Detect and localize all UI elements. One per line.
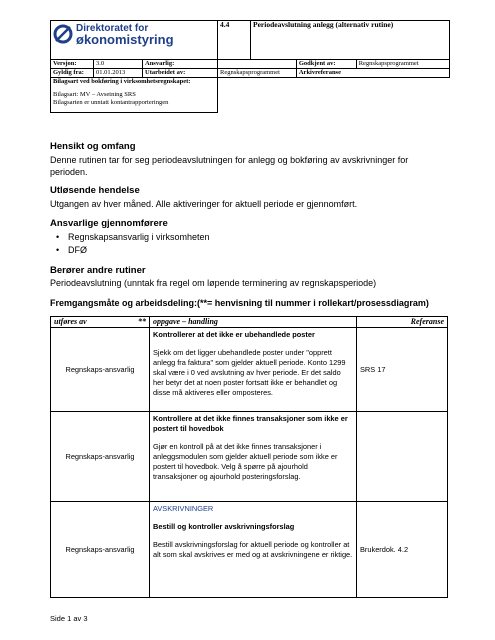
row-task-text: Bestill avskrivningsforslag for aktuell periode og kontroller at alt som skal avskrives er med og at avskrivningene er riktige. [153,540,353,559]
berorer-text: Periodeavslutning (unntak fra regel om løpende terminering av regnskapsperiode) [50,278,377,288]
ansvarlige-item-2: • DFØ [68,245,87,255]
procedure-table-header [51,317,448,328]
hensikt-heading: Hensikt og omfang [50,141,136,152]
utarbeidet-value: Regnskapsprogrammet [218,69,297,78]
procedure-table [50,316,448,598]
row-task [150,502,357,598]
utlosende-text: Utgangen av hver måned. Alle aktiveringer for aktuell periode er gjennomført. [50,199,358,209]
col-utfores: utføres av [51,317,122,328]
row-ref [357,412,448,502]
logo-line-2: økonomistyring [76,32,174,47]
ansvarlige-item-1: • Regnskapsansvarlig i virksomheten [68,232,210,242]
gyldig-label: Gyldig fra: [51,69,94,78]
col-star: ** [121,317,150,328]
row-task-title: Bestill og kontroller avskrivningsforslag [153,522,295,531]
ansvarlig-value [218,60,297,69]
doc-number: 4.4 [218,21,251,60]
utlosende-heading: Utløsende hendelse [50,185,140,196]
row-task-text: Sjekk om det ligger ubehandlede poster under "opprett anlegg fra faktura" som gjelder aktuell periode. Konto 1299 skal være i 0 ved avslutning av hver periode. Er det saldo her betyr det at noen poster fortsatt ikke er behandlet og disse må aktiveres eller omposteres. [153,348,346,397]
ansvarlige-heading: Ansvarlige gjennomførere [50,218,168,229]
table-row [51,328,448,412]
row-task [150,412,357,502]
ansvarlig-label: Ansvarlig: [143,60,218,69]
bilagsart-cell [51,78,218,113]
berorer-heading: Berører andre rutiner [50,265,146,276]
row-task-title: Kontrollere at det ikke finnes transaksjoner som ikke er postert til hovedbok [153,414,348,433]
utarbeidet-label: Utarbeidet av: [143,69,218,78]
row-role: Regnskaps-ansvarlig [51,502,150,598]
logo-line-1: Direktoratet for [76,23,149,34]
versjon-label: Versjon: [51,60,94,69]
godkjent-label: Godkjent av: [296,60,356,69]
arkiv-label: Arkivreferanse [296,69,449,78]
page-footer: Side 1 av 3 [50,614,88,623]
bilagsart-value: Bilagsart: MV – Avsetning SRS [53,91,136,98]
row-task-title: Kontrollerer at det ikke er ubehandlede poster [153,330,315,339]
row-role: Regnskaps-ansvarlig [51,328,150,412]
row-task [150,328,357,412]
row-role: Regnskaps-ansvarlig [51,412,150,502]
dfo-logo [53,21,215,45]
godkjent-value: Regnskapsprogrammet [356,60,449,69]
row-ref: Brukerdok. 4.2 [357,502,448,598]
doc-title: Periodeavslutning anlegg (alternativ rutine) [251,21,450,60]
logo-cell [51,21,218,60]
row-task-section: AVSKRIVNINGER [153,504,214,513]
row-ref: SRS 17 [357,328,448,412]
gyldig-value: 01.01.2013 [94,69,143,78]
col-oppgave: oppgave – handling [150,317,357,328]
hensikt-text: Denne rutinen tar for seg periodeavslutningen for anlegg og bokføring av avskrivninger for perioden. [50,155,409,177]
bilagsart-label: Bilagsart ved bokføring i virksomhetsregnskapet: [53,78,191,85]
table-row [51,412,448,502]
row-task-text: Gjør en kontroll på at det ikke finnes transaksjoner i anleggsmodulen som gjelder aktuell periode som ikke er postert til hovedbok. Velg å spørre på ajourhold transaksjoner og ajourhold posteringsforslag. [153,442,338,481]
bilagsart-note: Bilagsarten er unntatt kontantrapporteringen [53,99,169,106]
fremgang-heading: Fremgangsmåte og arbeidsdeling:(**= henvisning til nummer i rollekart/prosessdiagram) [50,298,429,308]
document-header-table [50,20,450,113]
dfo-logo-icon [53,24,73,44]
col-referanse: Referanse [357,317,448,328]
versjon-value: 3.0 [94,60,143,69]
table-row [51,502,448,598]
